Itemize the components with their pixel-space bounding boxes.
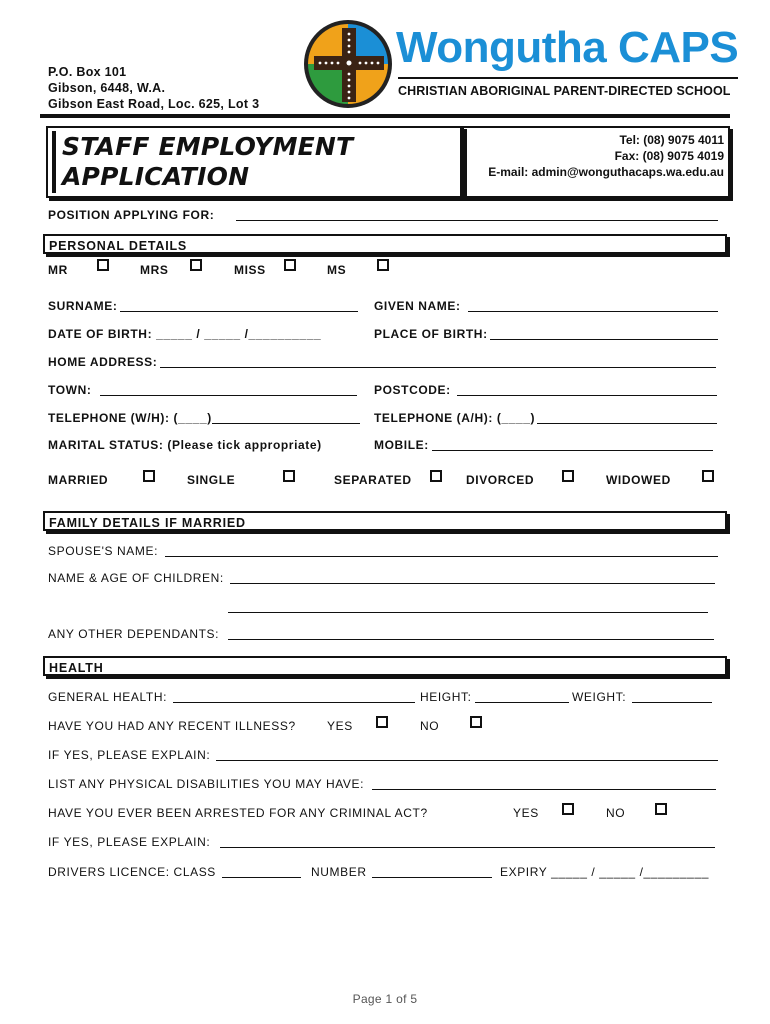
marital-status-label: MARITAL STATUS: (Please tick appropriate)	[48, 438, 322, 452]
contact-tel: Tel: (08) 9075 4011	[619, 133, 724, 147]
children-label: NAME & AGE OF CHILDREN:	[48, 571, 224, 585]
widowed-label: WIDOWED	[606, 473, 671, 487]
height-label: HEIGHT:	[420, 690, 472, 704]
address-line-1: P.O. Box 101	[48, 65, 127, 79]
general-health-field[interactable]	[173, 690, 415, 703]
place-of-birth-field[interactable]	[490, 327, 718, 340]
home-address-field[interactable]	[160, 355, 716, 368]
school-name: Wongutha CAPS	[396, 23, 739, 72]
given-name-field[interactable]	[468, 299, 718, 312]
arrest-explain-field[interactable]	[220, 835, 715, 848]
town-field[interactable]	[100, 383, 357, 396]
general-health-label: GENERAL HEALTH:	[48, 690, 168, 704]
contact-fax: Fax: (08) 9075 4019	[614, 149, 724, 163]
arrested-no-checkbox[interactable]	[655, 803, 667, 815]
licence-class-label: DRIVERS LICENCE: CLASS	[48, 865, 216, 879]
position-label: POSITION APPLYING FOR:	[48, 208, 215, 222]
form-title	[62, 132, 353, 192]
telephone-wh-field[interactable]	[212, 411, 360, 424]
given-name-label: GIVEN NAME:	[374, 299, 461, 313]
children-field-continued[interactable]	[228, 600, 708, 613]
recent-illness-no-checkbox[interactable]	[470, 716, 482, 728]
arrest-explain-label: IF YES, PLEASE EXPLAIN:	[48, 835, 211, 849]
divorced-label: DIVORCED	[466, 473, 535, 487]
mobile-field[interactable]	[432, 438, 713, 451]
home-address-label: HOME ADDRESS:	[48, 355, 158, 369]
place-of-birth-label: PLACE OF BIRTH:	[374, 327, 488, 341]
surname-field[interactable]	[120, 299, 358, 312]
school-logo-icon	[302, 18, 394, 110]
licence-number-field[interactable]	[372, 865, 492, 878]
postcode-field[interactable]	[457, 383, 717, 396]
address-line-3: Gibson East Road, Loc. 625, Lot 3	[48, 97, 260, 111]
arrested-yes-checkbox[interactable]	[562, 803, 574, 815]
separated-label: SEPARATED	[334, 473, 412, 487]
form-title-line-1: STAFF EMPLOYMENT	[62, 132, 354, 161]
dependants-label: ANY OTHER DEPENDANTS:	[48, 627, 220, 641]
arrested-yes-label: YES	[513, 806, 539, 820]
licence-expiry-field[interactable]: EXPIRY _____ / _____ /_________	[500, 865, 709, 879]
arrested-label: HAVE YOU EVER BEEN ARRESTED FOR ANY CRIMINAL ACT?	[48, 806, 428, 820]
title-miss-label: MISS	[234, 263, 266, 277]
disabilities-label: LIST ANY PHYSICAL DISABILITIES YOU MAY HAVE:	[48, 777, 365, 791]
title-mrs-label: MRS	[140, 263, 169, 277]
school-address	[48, 64, 259, 112]
mobile-label: MOBILE:	[374, 438, 429, 452]
weight-field[interactable]	[632, 690, 712, 703]
recent-illness-yes-checkbox[interactable]	[376, 716, 388, 728]
recent-illness-label: HAVE YOU HAD ANY RECENT ILLNESS?	[48, 719, 296, 733]
health-heading: HEALTH	[43, 656, 727, 676]
brand-underline	[398, 77, 738, 79]
arrested-no-label: NO	[606, 806, 626, 820]
title-mrs-checkbox[interactable]	[190, 259, 202, 271]
postcode-label: POSTCODE:	[374, 383, 451, 397]
recent-illness-yes-label: YES	[327, 719, 353, 733]
surname-label: SURNAME:	[48, 299, 118, 313]
telephone-ah-label: TELEPHONE (A/H): (____)	[374, 411, 536, 425]
single-label: SINGLE	[187, 473, 236, 487]
title-miss-checkbox[interactable]	[284, 259, 296, 271]
title-mr-checkbox[interactable]	[97, 259, 109, 271]
contact-email: E-mail: admin@wonguthacaps.wa.edu.au	[488, 165, 724, 179]
dependants-field[interactable]	[228, 627, 714, 640]
illness-explain-field[interactable]	[216, 748, 718, 761]
dob-field[interactable]: DATE OF BIRTH: _____ / _____ /__________	[48, 327, 322, 341]
disabilities-field[interactable]	[372, 777, 716, 790]
title-mr-label: MR	[48, 263, 68, 277]
separated-checkbox[interactable]	[430, 470, 442, 482]
school-tagline: CHRISTIAN ABORIGINAL PARENT-DIRECTED SCHOOL	[398, 84, 731, 98]
form-title-line-2: APPLICATION	[62, 162, 250, 191]
telephone-ah-field[interactable]	[537, 411, 717, 424]
form-title-box	[46, 126, 464, 198]
page-number: Page 1 of 5	[352, 992, 418, 1006]
title-ms-label: MS	[327, 263, 347, 277]
telephone-wh-label: TELEPHONE (W/H): (____)	[48, 411, 212, 425]
position-field[interactable]	[236, 208, 718, 221]
licence-number-label: NUMBER	[311, 865, 367, 879]
personal-details-heading: PERSONAL DETAILS	[43, 234, 727, 254]
licence-class-field[interactable]	[222, 865, 301, 878]
divorced-checkbox[interactable]	[562, 470, 574, 482]
address-line-2: Gibson, 6448, W.A.	[48, 81, 166, 95]
married-label: MARRIED	[48, 473, 109, 487]
children-field[interactable]	[230, 571, 715, 584]
single-checkbox[interactable]	[283, 470, 295, 482]
spouse-name-field[interactable]	[165, 544, 718, 557]
title-ms-checkbox[interactable]	[377, 259, 389, 271]
married-checkbox[interactable]	[143, 470, 155, 482]
height-field[interactable]	[475, 690, 569, 703]
weight-label: WEIGHT:	[572, 690, 627, 704]
spouse-name-label: SPOUSE'S NAME:	[48, 544, 159, 558]
illness-explain-label: IF YES, PLEASE EXPLAIN:	[48, 748, 211, 762]
header-divider	[40, 114, 730, 118]
widowed-checkbox[interactable]	[702, 470, 714, 482]
family-details-heading: FAMILY DETAILS IF MARRIED	[43, 511, 727, 531]
title-box-accent	[52, 131, 56, 193]
town-label: TOWN:	[48, 383, 92, 397]
recent-illness-no-label: NO	[420, 719, 440, 733]
contact-box	[460, 126, 730, 198]
